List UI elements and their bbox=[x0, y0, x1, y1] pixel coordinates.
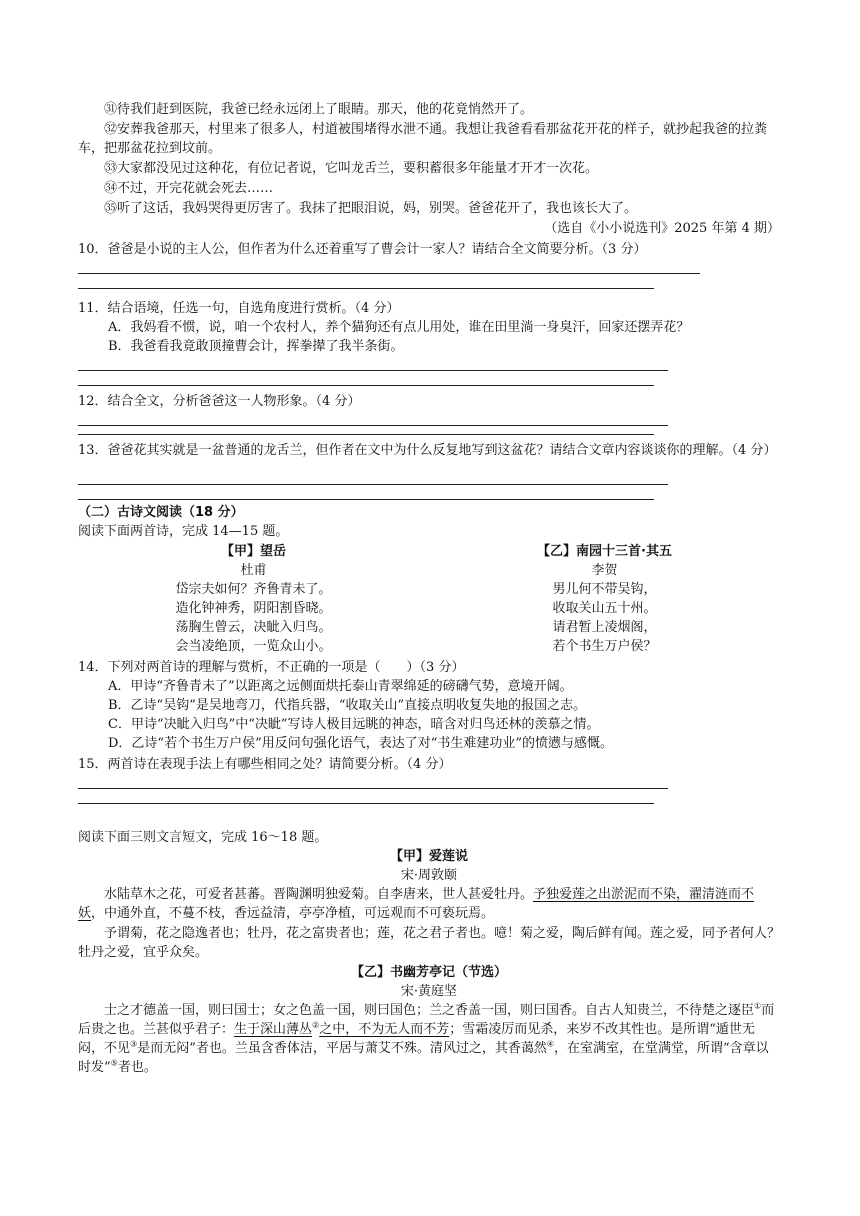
question-14-option-c: C．甲诗“决眦入归鸟”中“决眦”写诗人极目远眺的神态，暗含对归鸟还林的羡慕之情。 bbox=[108, 717, 600, 732]
answer-line[interactable] bbox=[78, 274, 654, 289]
poem-b-line: 收取关山五十州。 bbox=[552, 601, 657, 616]
section-heading: （二）古诗文阅读（18 分） bbox=[78, 505, 244, 520]
classical-b-title: 【乙】书幽芳亭记（节选） bbox=[350, 965, 507, 980]
answer-line[interactable] bbox=[78, 485, 654, 500]
classical-a-paragraph-2: 予谓菊，花之隐逸者也；牡丹，花之富贵者也；莲，花之君子者也。噫！菊之爱，陶后鲜有闻。莲之爱，同予者何人？牡丹之爱，宜乎众矣。 bbox=[78, 926, 781, 960]
question-14-option-b: B．乙诗“吴钩”是吴地弯刀，代指兵器，“收取关山”直接点明收复失地的报国之志。 bbox=[108, 698, 587, 713]
poem-b-author: 李贺 bbox=[591, 563, 618, 578]
classical-a-author: 宋·周敦颐 bbox=[400, 868, 458, 883]
question-14-option-a: A．甲诗“齐鲁青未了”以距离之远侧面烘托泰山青翠绵延的磅礴气势，意境开阔。 bbox=[108, 679, 573, 694]
question-10: 10．爸爸是小说的主人公，但作者为什么还着重写了曹会计一家人？请结合全文简要分析。（3 分） bbox=[78, 242, 647, 257]
poem-a-line: 岱宗夫如何？齐鲁青未了。 bbox=[175, 582, 332, 597]
question-11-option-b: B．我爸看我竟敢顶撞曹会计，挥拳撵了我半条街。 bbox=[108, 339, 404, 354]
story-paragraph-32: ㉜安葬我爸那天，村里来了很多人，村道被围堵得水泄不通。我想让我爸看看那盆花开花的样子，就抄起我爸的拉粪车，把那盆花拉到坟前。 bbox=[78, 122, 768, 156]
question-14-option-d: D．乙诗“若个书生万户侯”用反问句强化语气，表达了对“书生难建功业”的愤懑与感慨。 bbox=[108, 736, 614, 751]
text-segment: ，中通外直，不蔓不枝，香远益清，亭亭净植，可远观而不可亵玩焉。 bbox=[91, 906, 495, 921]
question-13: 13．爸爸花其实就是一盆普通的龙舌兰，但作者在文中为什么反复地写到这盆花？请结合文章内容谈谈你的理解。（4 分） bbox=[78, 443, 777, 458]
story-section bbox=[78, 100, 780, 238]
footnote-marker: ④ bbox=[546, 1039, 555, 1049]
underlined-sentence: 之中，不为无人而不芳 bbox=[319, 1022, 450, 1037]
poem-b-line: 请君暂上凌烟阁， bbox=[552, 620, 657, 635]
answer-line[interactable] bbox=[78, 774, 668, 789]
footnote-marker: ② bbox=[312, 1020, 320, 1030]
poem-a-title: 【甲】望岳 bbox=[220, 544, 286, 559]
story-paragraph-35: ㉟听了这话，我妈哭得更厉害了。我抹了把眼泪说，妈，别哭。爸爸花开了，我也该长大了。 bbox=[104, 201, 638, 216]
text-segment: 者也。 bbox=[117, 1060, 157, 1075]
text-segment: 而后贵之也。兰甚似乎君子： bbox=[78, 1003, 775, 1037]
classical-intro: 阅读下面三则文言短文，完成 16～18 题。 bbox=[78, 830, 328, 845]
question-12: 12．结合全文，分析爸爸这一人物形象。（4 分） bbox=[78, 394, 361, 409]
poems bbox=[78, 542, 780, 656]
section-intro: 阅读下面两首诗，完成 14—15 题。 bbox=[78, 524, 289, 539]
classical-b-paragraph bbox=[78, 1001, 780, 1077]
text-segment: 水陆草木之花，可爱者甚蕃。晋陶渊明独爱菊。自李唐来，世人甚爱牡丹。 bbox=[104, 887, 534, 902]
answer-line[interactable] bbox=[78, 411, 668, 426]
answer-line[interactable] bbox=[78, 426, 654, 435]
poem-a-line: 造化钟神秀，阴阳割昏晓。 bbox=[175, 601, 332, 616]
poem-b bbox=[429, 542, 780, 656]
exam-page bbox=[78, 100, 780, 1078]
footnote-marker: ③ bbox=[130, 1039, 138, 1049]
poem-a-line: 会当凌绝顶，一览众山小。 bbox=[175, 639, 332, 654]
answer-line[interactable] bbox=[78, 460, 668, 485]
question-11-option-a: A．我妈看不惯，说，咱一个农村人，养个猫狗还有点儿用处，谁在田里淌一身臭汗，回家还摆弄花？ bbox=[108, 320, 690, 335]
text-segment: 是而无闷”者也。兰虽含香体洁，平居与萧艾不殊。清风过之，其香蔼然 bbox=[137, 1041, 547, 1056]
text-segment: ，在室满室，在堂满堂，所谓“含章以时发” bbox=[78, 1041, 769, 1075]
story-paragraph-31: ㉛待我们赶到医院，我爸已经永远闭上了眼睛。那天，他的花竟悄然开了。 bbox=[104, 102, 534, 117]
footnote-marker: ① bbox=[754, 1001, 762, 1011]
footnote-marker: ⑤ bbox=[110, 1058, 118, 1068]
question-15: 15．两首诗在表现手法上有哪些相同之处？请简要分析。（4 分） bbox=[78, 757, 452, 772]
answer-line[interactable] bbox=[78, 259, 700, 274]
poem-a bbox=[78, 542, 429, 656]
answer-line[interactable] bbox=[78, 371, 654, 386]
story-source: （选自《小小说选刊》2025 年第 4 期） bbox=[544, 221, 780, 236]
story-paragraph-34: ㉞不过，开完花就会死去…… bbox=[104, 181, 274, 196]
underlined-sentence: 生于深山薄丛 bbox=[234, 1022, 313, 1037]
poem-a-line: 荡胸生曾云，决眦入归鸟。 bbox=[175, 620, 332, 635]
classical-b-author: 宋·黄庭坚 bbox=[400, 984, 458, 999]
question-11: 11．结合语境，任选一句，自选角度进行赏析。（4 分） bbox=[78, 301, 400, 316]
answer-line[interactable] bbox=[78, 789, 654, 804]
poem-a-author: 杜甫 bbox=[240, 563, 267, 578]
poem-b-title: 【乙】南园十三首·其五 bbox=[537, 544, 672, 559]
question-14: 14．下列对两首诗的理解与赏析，不正确的一项是（ ）（3 分） bbox=[78, 660, 465, 675]
poem-b-line: 若个书生万户侯？ bbox=[552, 639, 657, 654]
poem-b-line: 男儿何不带吴钩， bbox=[552, 582, 657, 597]
classical-a-paragraph-1 bbox=[78, 885, 780, 923]
answer-line[interactable] bbox=[78, 356, 668, 371]
text-segment: ；雪霜凌厉而见杀，来岁不改其性也。是所谓“遁世无闷，不见 bbox=[78, 1022, 755, 1056]
story-paragraph-33: ㉝大家都没见过这种花，有位记者说，它叫龙舌兰，要积蓄很多年能量才开才一次花。 bbox=[104, 161, 599, 176]
underlined-sentence: 予独爱莲之出淤泥而不染，濯清涟而不妖 bbox=[78, 887, 755, 921]
text-segment: 士之才德盖一国，则曰国士；女之色盖一国，则曰国色；兰之香盖一国，则曰国香。自古人知贵兰，不待楚之逐臣 bbox=[104, 1003, 755, 1018]
classical-a-title: 【甲】爱莲说 bbox=[389, 849, 468, 864]
